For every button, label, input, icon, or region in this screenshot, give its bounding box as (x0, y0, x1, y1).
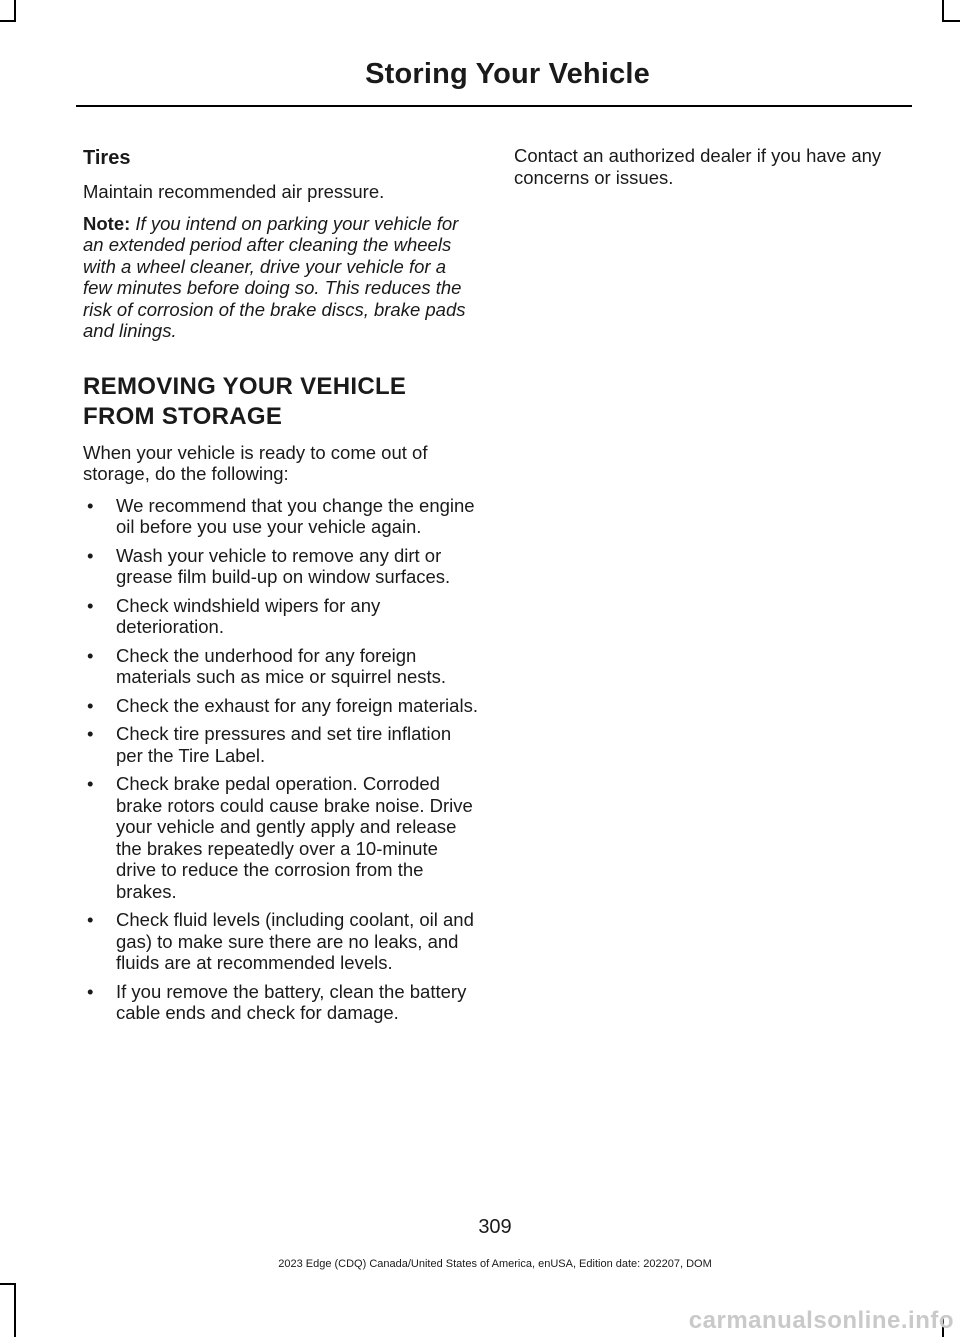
tires-text: Maintain recommended air pressure. (83, 181, 385, 202)
bullet-icon: • (87, 594, 94, 616)
contact-text: Contact an authorized dealer if you have any concerns or issues. (514, 145, 882, 188)
bullet-icon: • (87, 909, 94, 930)
bullet-icon: • (87, 694, 94, 716)
list-item: • Check fluid levels (including coolant, oil and gas) to make sure there are no leaks, and fluids are at recommended levels. (87, 909, 474, 973)
crop-mark-top-right-h (942, 20, 960, 22)
list-item: • We recommend that you change the engine oil before you use your vehicle again. (87, 494, 475, 537)
crop-mark-bottom-left (14, 1283, 16, 1337)
bullet-icon: • (87, 980, 94, 1002)
note-text: If you intend on parking your vehicle for an extended period after cleaning the wheels with a wheel cleaner, drive your vehicle for a few minutes before doing so. This reduces the risk of corrosion of the brake discs, brake pads and linings. (83, 212, 466, 341)
page-number: 309 (478, 1216, 512, 1238)
tires-heading: Tires (83, 147, 131, 169)
left-column (83, 145, 478, 1031)
bullet-icon: • (87, 494, 94, 516)
crop-mark-bottom-left-h (0, 1283, 16, 1285)
list-item: • Check the underhood for any foreign materials such as mice or squirrel nests. (87, 644, 447, 687)
note-label: Note: (83, 212, 131, 234)
bullet-icon: • (87, 723, 94, 744)
list-item: • Check tire pressures and set tire inflation per the Tire Label. (87, 723, 452, 766)
intro-text: When your vehicle is ready to come out of storage, do the following: (83, 441, 428, 484)
bullet-icon: • (87, 544, 94, 566)
bullet-icon: • (87, 644, 94, 666)
header-divider (76, 105, 912, 107)
watermark[interactable]: carmanualsonline.info (688, 1307, 954, 1334)
list-item: • Check windshield wipers for any deterioration. (87, 594, 381, 637)
list-item: • Wash your vehicle to remove any dirt or grease film build-up on window surfaces. (87, 544, 451, 587)
page-header-title: Storing Your Vehicle (365, 58, 650, 90)
list-item: • Check brake pedal operation. Corroded brake rotors could cause brake noise. Drive your vehicle and gently apply and release the brakes repeatedly over a 10-minute drive to reduce the corrosion from the brakes. (87, 773, 473, 902)
crop-mark-top-right (942, 0, 944, 22)
right-column (514, 145, 909, 198)
section-heading: REMOVING YOUR VEHICLE FROM STORAGE (83, 372, 407, 430)
list-item: • Check the exhaust for any foreign materials. (87, 694, 478, 716)
footer-edition: 2023 Edge (CDQ) Canada/United States of America, enUSA, Edition date: 202207, DOM (278, 1258, 712, 1270)
list-item: • If you remove the battery, clean the battery cable ends and check for damage. (87, 980, 467, 1023)
bullet-list (83, 495, 478, 1024)
crop-mark-top-left (14, 0, 16, 22)
bullet-icon: • (87, 773, 94, 794)
crop-mark-top-left-h (0, 20, 16, 22)
note-paragraph (83, 213, 478, 342)
